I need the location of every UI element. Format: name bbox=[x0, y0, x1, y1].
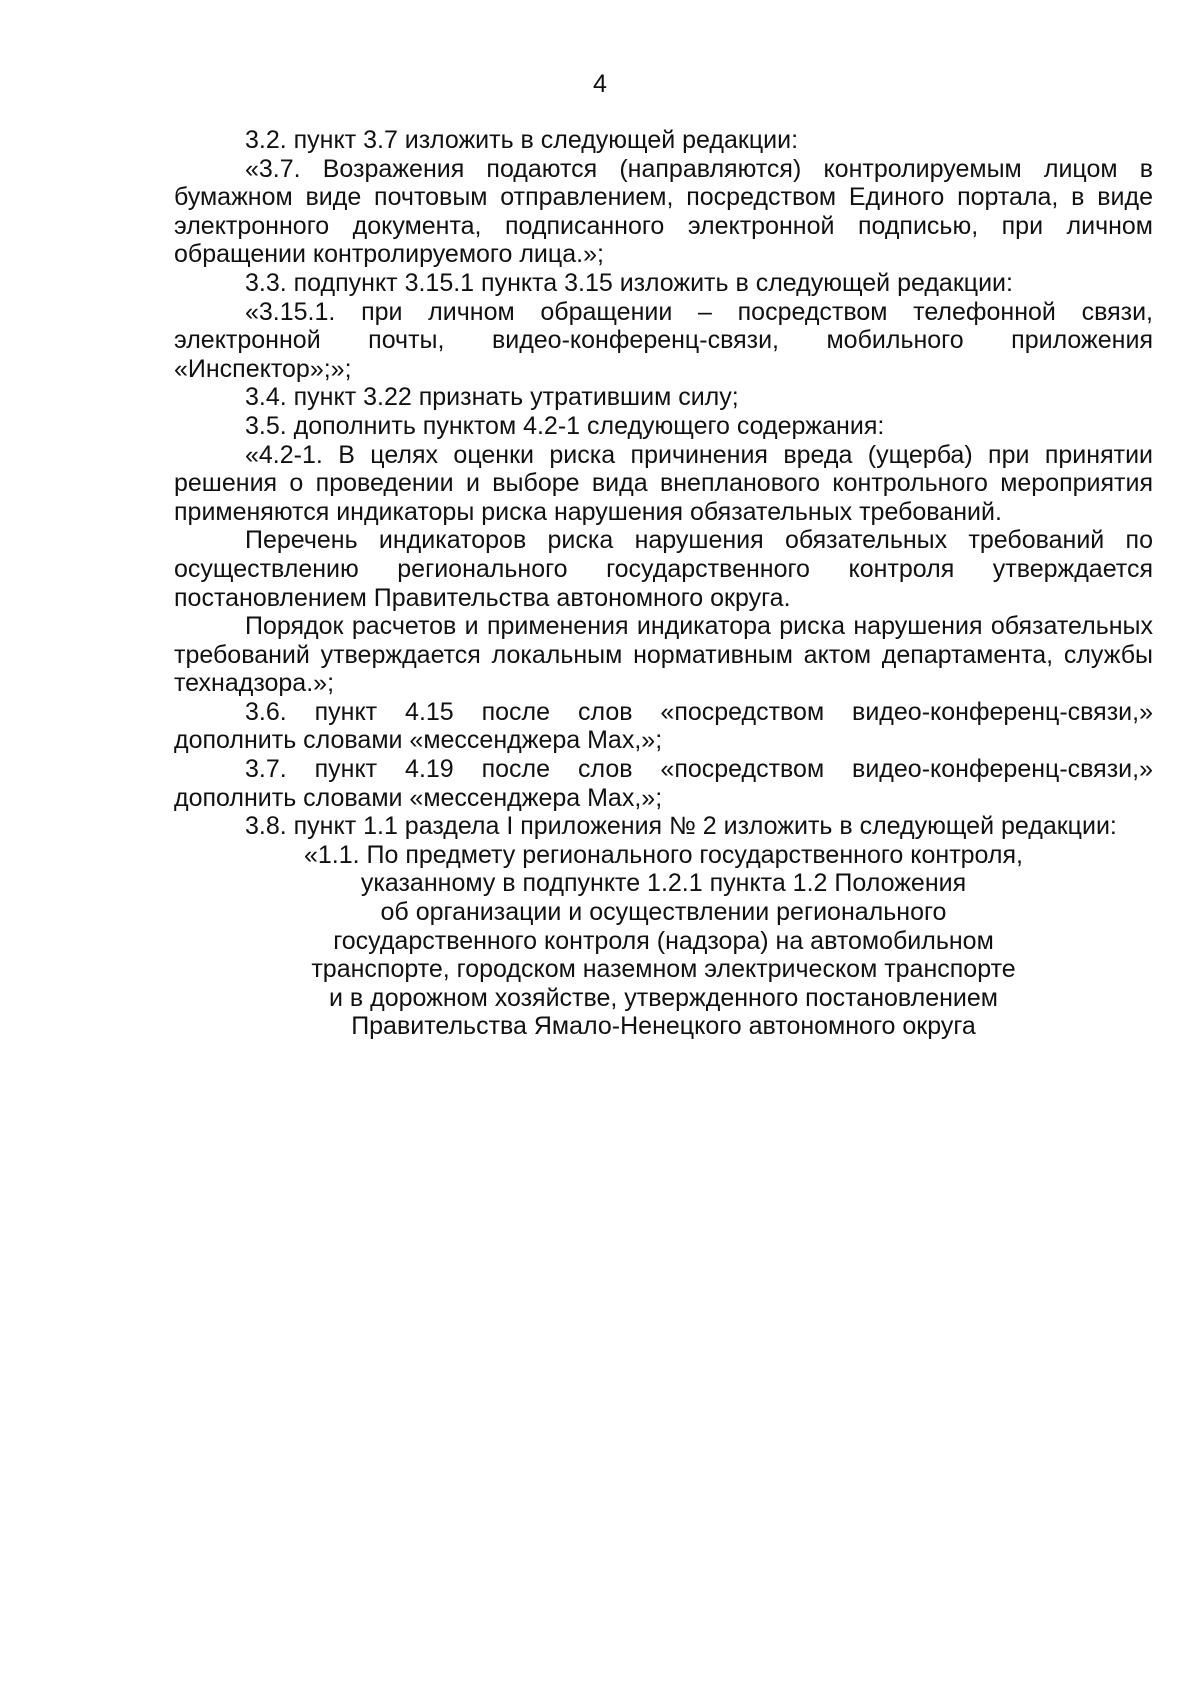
paragraph: «3.15.1. при личном обращении – посредством телефонной связи, электронной почты, видео-конференц-связи, мобильного приложения «Инспектор»;»; bbox=[174, 297, 1153, 383]
paragraph: Перечень индикаторов риска нарушения обязательных требований по осуществлению регионального государственного контроля утверждается постановлением Правительства автономного округа. bbox=[174, 526, 1153, 612]
paragraph: «3.7. Возражения подаются (направляются) контролируемым лицом в бумажном виде почтовым отправлением, посредством Единого портала, в виде электронного документа, подписанного электронной подписью, при личном обращении контролируемого лица.»; bbox=[174, 154, 1153, 269]
heading-line: «1.1. По предмету регионального государственного контроля, bbox=[304, 840, 1023, 869]
heading-line: Правительства Ямало-Ненецкого автономного округа bbox=[351, 1012, 976, 1041]
paragraph: 3.8. пункт 1.1 раздела I приложения № 2 изложить в следующей редакции: bbox=[245, 812, 1117, 841]
paragraph: 3.7. пункт 4.19 после слов «посредством видео-конференц-связи,» дополнить словами «мессенджера Max,»; bbox=[174, 755, 1153, 812]
paragraph: 3.2. пункт 3.7 изложить в следующей редакции: bbox=[245, 126, 799, 154]
heading-line: государственного контроля (надзора) на автомобильном bbox=[333, 926, 994, 955]
paragraph: «4.2-1. В целях оценки риска причинения вреда (ущерба) при принятии решения о проведении и выборе вида внепланового контрольного мероприятия применяются индикаторы риска нарушения обязательных требований. bbox=[174, 440, 1153, 526]
heading-line: и в дорожном хозяйстве, утвержденного постановлением bbox=[329, 983, 998, 1012]
heading-line: указанному в подпункте 1.2.1 пункта 1.2 Положения bbox=[360, 869, 967, 898]
paragraph: 3.5. дополнить пунктом 4.2-1 следующего содержания: bbox=[245, 411, 885, 440]
paragraph: 3.6. пункт 4.15 после слов «посредством видео-конференц-связи,» дополнить словами «мессенджера Max,»; bbox=[174, 697, 1153, 755]
paragraph: 3.4. пункт 3.22 признать утратившим силу; bbox=[245, 383, 739, 412]
document-body bbox=[174, 126, 1153, 1041]
heading-line: транспорте, городском наземном электрическом транспорте bbox=[311, 955, 1016, 984]
heading-line: об организации и осуществлении регионального bbox=[380, 898, 947, 927]
paragraph: 3.3. подпункт 3.15.1 пункта 3.15 изложить в следующей редакции: bbox=[245, 268, 1013, 297]
paragraph: Порядок расчетов и применения индикатора риска нарушения обязательных требований утверждается локальным нормативным актом департамента, службы технадзора.»; bbox=[174, 612, 1153, 698]
page-number: 4 bbox=[593, 70, 607, 98]
centered-heading bbox=[174, 841, 1153, 1041]
